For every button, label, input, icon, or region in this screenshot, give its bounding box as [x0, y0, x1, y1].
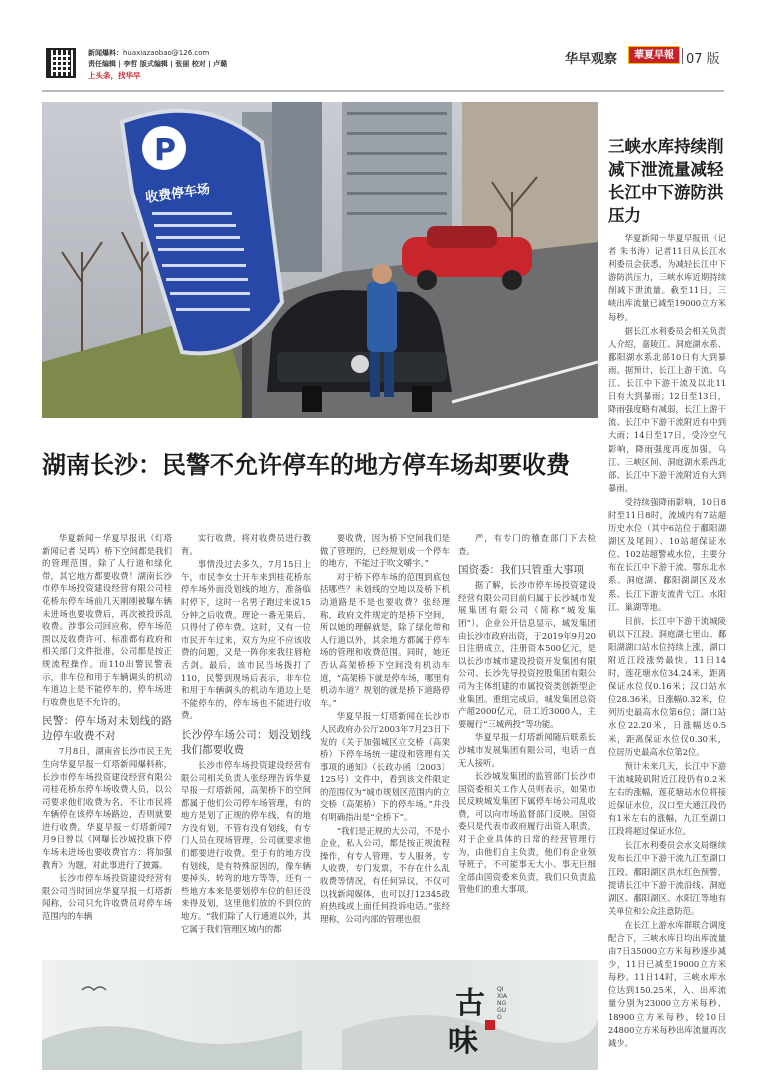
sign-p-letter: P — [154, 133, 176, 168]
right-paragraph: 长江水利委员会水文局继续发布长江中下游干流九江至湖口江段、鄱阳湖区洪水红色预警，提请长江中下游干流沿线、洞庭湖区、鄱阳湖区、水阳江等地有关单位和公众注意防范。 — [608, 840, 726, 916]
bottom-banner — [42, 960, 598, 1070]
section-name: 华早观察 — [565, 52, 618, 67]
hotline-email[interactable]: huaxiazaobao@126.com — [123, 49, 210, 57]
main-paragraph: 7月8日，湖南省长沙市民王先生向华夏早报－灯塔新闻爆料称，长沙市停车场投资建设经营有限公司桂花桥东停车场收费人员，以公司要求他们收费为名，不让市民将车辆停在该停车场路边，否则就要进行收费。华夏早报－灯塔新闻7月9日曾以《网曝长沙城投旗下停车场未进场也要收费官方：将加强教育》为题，对此事进行了披露。 — [42, 746, 172, 870]
main-paragraph: 长沙城发集团的监管部门长沙市国资委相关工作人员则表示，如果市民反映城发集团下属停车场公司乱收费，可以向市场监督部门反映。国资委只是代表市政府履行出资人职责，对于企业具体的日常的经营管理行为，由他们自主负责，他们有企业领导班子，不可能事无大小、事无巨细全部由国资委来负责，我们只负责监管他们的重大事项。 — [458, 771, 596, 895]
main-paragraph: 华夏早报－灯塔新闻在长沙市人民政府办公厅2003年7月23日下发的《关于加强城区立交桥（高架桥）下停车场统一建设和管理有关事项的通知》（长政办函〔2003〕125号）文件中，看到该文件限定的范围仅为“城市规划区范围内的立交桥（高架桥）下的停车场。”并没有明确指出是“全桥下”。 — [320, 711, 450, 823]
right-paragraph: 在长江上游水库群联合调度配合下，三峡水库日均出库流量由7日35000立方米每秒逐步减少，11日已减至19000立方米每秒。11日14时，三峡水库水位达到150.25米，入、出库流量分别为23000立方米每秒、18900立方米每秒，较10日24800立方米每秒出库流量再次减少。 — [608, 919, 726, 1048]
header-rule — [42, 90, 724, 92]
main-article-title: 湖南长沙：民警不允许停车的地方停车场却要收费 — [42, 451, 570, 479]
subhead-company: 长沙停车场公司：划没划线我们都要收费 — [181, 728, 311, 756]
right-paragraph: 据长江水利委员会相关负责人介绍，嘉陵江、洞庭湖水系、鄱阳湖水系北部10日有大到暴雨。据预计，长江上游干流、乌江、长江中下游干流及以北11日有大到暴雨；12日至13日，降雨强度略有减弱，长江上游干流、长江中下游干流附近有中到大雨；14日至17日，受冷空气影响，降雨强度再度加强，乌江、三峡区间、洞庭湖水系西北部、长江中下游干流附近有大到暴雨。 — [608, 325, 726, 493]
newspaper-logo: 華夏早報 — [628, 46, 680, 64]
qr-code — [46, 48, 76, 78]
parking-photo-illustration — [42, 102, 598, 418]
right-article-title: 三峡水库持续削减下泄流量减轻长江中下游防洪压力 — [608, 137, 724, 225]
header-divider — [682, 48, 683, 64]
main-paragraph: 据了解，长沙市停车场投资建设经营有限公司目前归属于长沙城市发展集团有限公司（简称“城发集团”）。企业公开信息显示，城发集团由长沙市政府出资，于2019年9月20日注册成立，注册资本500亿元，是以长沙市城市建设投资开发集团有限公司、长沙先导投资控股集团有限公司为主体组建的市属投资类创新型企业集团。重组完成后，城发集团总资产超2000亿元，员工近3000人，主要履行“三城两投”等功能。 — [458, 580, 596, 729]
slogan: 上头条，找华早 — [88, 71, 141, 80]
landscape-illustration — [42, 960, 598, 1070]
main-paragraph: “我们是正规的大公司，不是小企业，私人公司，都是按正规流程操作，有专人管理、专人服务，专人收费，专门发票，不存在什么乱收费等情况，有任何异议，不仅可以找新闻媒体，也可以打12345政府热线或上面任何投诉电话。”张经理称，公司内部的管理也很 — [320, 825, 450, 924]
main-col-3 — [320, 532, 450, 957]
main-paragraph: 要收费，因为桥下空间我们是做了管理的，已经规划成一个停车的地方，不能过于吹文嚼字。” — [320, 533, 450, 569]
banner-seal — [485, 1020, 495, 1030]
main-paragraph: 华夏新闻－华夏早报讯（灯塔新闻记者 吴鸣）桥下空间都是我们的管理范围，除了人行道和绿化带，其它地方都要收费！湖南长沙市停车场投资建设经营有限公司桂花桥东停车场前几天刚刚被曝车辆未进场也要收费后，再次被投诉乱收费。涉事公司回应称，停车场范围以及收费许可、标准都有政府和相关部门文件批准，公司都是按正规流程操作。而110出警民警表示，非车位和用于车辆调头的机动车道边上是不能停车的，停车场进行收费也是不允许的。 — [42, 533, 172, 707]
main-col-2 — [181, 532, 311, 957]
banner-glyph-1: 古 — [455, 986, 485, 1021]
right-paragraph: 预计未来几天，长江中下游干流城陵矶附近江段仍有0.2米左右的涨幅，莲花塘站水位将接近保证水位，汉口至大通江段仍有1米左右的涨幅，九江至湖口江段将超过保证水位。 — [608, 760, 726, 837]
main-paragraph: 严，有专门的稽查部门下去检查。 — [458, 533, 596, 556]
main-paragraph: 长沙市停车场投资建设经营有限公司相关负责人张经理告诉华夏早报－灯塔新闻，高架桥下的空间都属于他们公司停车场管理，有的地方是划了正规的停车线，有的地方没有划，不管有没有划线，有专门人员在现场管理，公司就要求他们都要进行收费。至于有的地方没有划线，是有特殊原因的，像车辆要掉头、转弯的地方等等，还有一些地方本来是要划停车位的但还没来得及划，这里他们放的不到位的地方。“我们除了人行通道以外，其它属于我们管理区域内的都 — [181, 759, 311, 934]
editors-line: 责任编辑 | 李哲 版式编辑 | 张丽 校对 | 卢璐 — [88, 60, 228, 68]
right-paragraph: 华夏新闻－华夏早报讯（记者 朱书涛）记者11日从长江水利委员会获悉，为减轻长江中下游防洪压力，三峡水库近期持续削减下泄流量。截至11日，三峡出库流量已减至19000立方米每秒。 — [608, 233, 726, 322]
page-number: 07 版 — [686, 52, 720, 67]
main-paragraph: 长沙市停车场投资建设经营有限公司当时回应华夏早报－灯塔新闻称，公司只允许收费员对停车场范围内的车辆 — [42, 873, 172, 922]
right-paragraph: 目前，长江中下游干流城陵矶以下江段、洞庭湖七里山、鄱阳湖湖口站水位持续上涨，湖口附近江段涨势最快。11日14时，莲花塘水位34.24米，距离保证水位仅0.16米；汉口站水位28.36米，日涨幅0.32米，位列历史最高水位第6位；湖口站水位22.20米，日涨幅达0.5米，距离保证水位仅0.30米，位居历史最高水位第2位。 — [608, 615, 726, 757]
main-paragraph: 华夏早报－灯塔新闻随后联系长沙城市发展集团有限公司，电话一直无人接听。 — [458, 732, 596, 768]
main-col-4 — [458, 532, 596, 957]
main-col-1 — [42, 532, 172, 957]
subhead-sasac: 国资委：我们只管重大事项 — [458, 564, 584, 577]
subhead-police: 民警：停车场对未划线的路边停车收费不对 — [42, 715, 172, 743]
article-photo — [42, 102, 598, 418]
main-paragraph: 对于桥下停车场的范围到底包括哪些？未划线的空地以及桥下机动道路是不是也要收费？张经理称，政府文件规定的是桥下空间，所以她的理解就是，除了绿化带和人行道以外，其余地方都属于停车场的管理和收费范围。同时，她还否认高架桥桥下空间没有机动车道，“高架桥下就是停车场，哪里有机动车道？规划的就是桥下道路停车。” — [320, 571, 450, 708]
right-article-body — [608, 232, 726, 1051]
sign-title: 收费停车场 — [144, 182, 211, 206]
right-paragraph: 受持续强降雨影响，10日8时至11日8时，流域内有7站超历史水位（其中6站位于鄱阳湖湖区及尾闾）、10站超保证水位、102站超警戒水位，主要分布在长江中下游干流、鄂东北水系、洞庭湖、鄱阳湖湖区及水系、长江下游支流青弋江、水阳江、巢湖等地。 — [608, 496, 726, 612]
main-paragraph: 实行收费，将对收费员进行教育。 — [181, 533, 311, 556]
banner-glyph-2: 味 — [448, 1024, 478, 1059]
main-paragraph: 事情没过去多久，7月15日上午，市民李女士开车来到桂花桥东停车场外面没划线的地方，准备临时停下，这时一名男子跑过来说15分钟之后收费。理论一番无果后，只得付了停车费。这时，又有一位市民开车过来，双方为应不应该收费的问题，又是一阵你来我往唇枪舌剑。最后，该市民当场拨打了110，民警到现场后表示，非车位和用于车辆调头的机动车道边上是不能停车的，停车场也不能进行收费。 — [181, 559, 311, 721]
header-info: 新闻爆料：huaxiazaobao@126.com 责任编辑 | 李哲 版式编辑 | 张丽 校对 | 卢璐 上头条，找华早 — [88, 49, 228, 80]
banner-pinyin: QIXIANGGUO — [497, 986, 507, 1021]
